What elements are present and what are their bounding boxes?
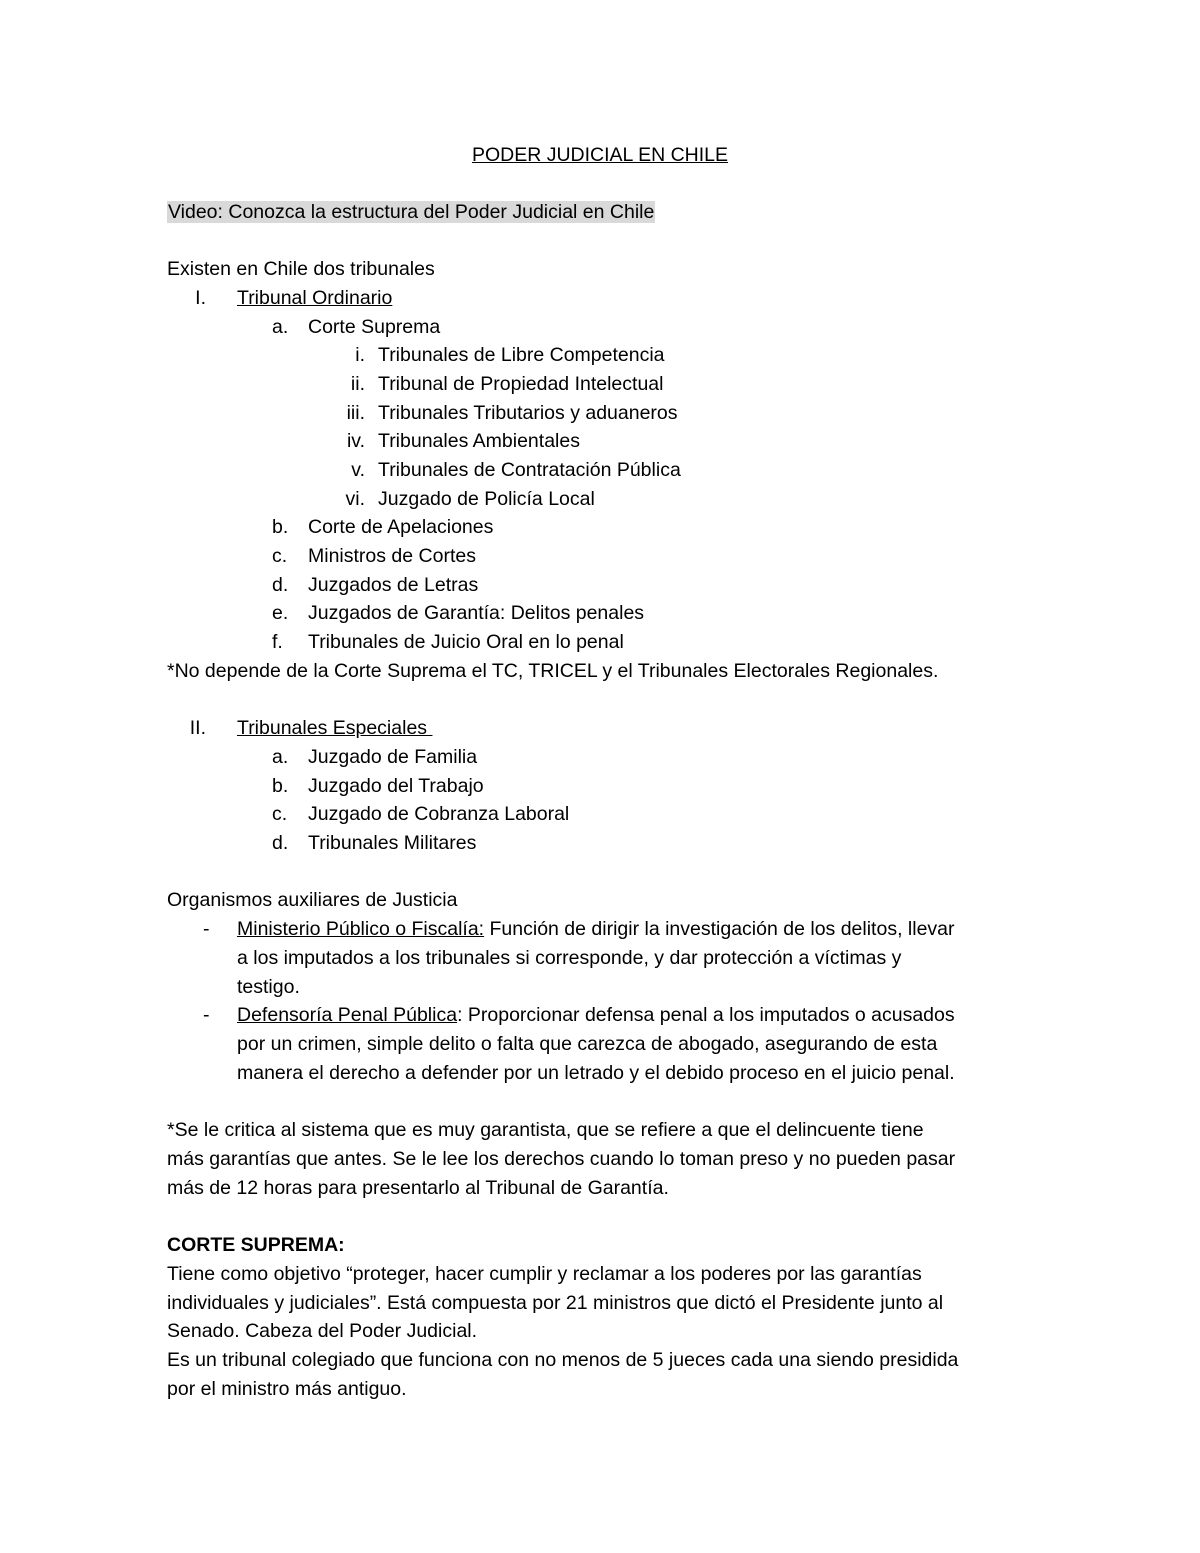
list-marker: c. <box>272 803 288 825</box>
paragraph-line: más garantías que antes. Se le lee los derechos cuando lo toman preso y no pueden pasar <box>167 1148 956 1170</box>
list-marker: iv. <box>346 430 365 452</box>
section-number: I. <box>195 287 206 309</box>
list-marker: iii. <box>346 402 365 424</box>
paragraph-line: por el ministro más antiguo. <box>167 1378 407 1400</box>
list-item: Defensoría Penal Pública: Proporcionar defensa penal a los imputados o acusados <box>237 1004 955 1026</box>
paragraph-line: más de 12 horas para presentarlo al Tribunal de Garantía. <box>167 1177 669 1199</box>
list-item: Tribunales de Libre Competencia <box>378 344 665 366</box>
list-marker: a. <box>272 746 289 768</box>
note-text: *No depende de la Corte Suprema el TC, TRICEL y el Tribunales Electorales Regionales. <box>167 660 939 682</box>
list-marker: ii. <box>350 373 365 395</box>
list-item: Corte Suprema <box>308 316 441 338</box>
section-number: II. <box>189 717 206 739</box>
list-marker: e. <box>272 602 289 624</box>
list-item: Ministros de Cortes <box>308 545 476 567</box>
list-item: Juzgados de Letras <box>308 574 479 596</box>
list-marker: a. <box>272 316 289 338</box>
list-item: Tribunales Tributarios y aduaneros <box>378 402 678 424</box>
list-item: Tribunales de Contratación Pública <box>378 459 681 481</box>
section-heading: Tribunales Especiales <box>237 717 433 739</box>
paragraph-line: Es un tribunal colegiado que funciona con no menos de 5 jueces cada una siendo presidida <box>167 1349 959 1371</box>
list-marker: i. <box>355 344 365 366</box>
section-heading: Organismos auxiliares de Justicia <box>167 889 458 911</box>
list-item-line: a los imputados a los tribunales si corresponde, y dar protección a víctimas y <box>237 947 902 969</box>
list-item: Juzgado del Trabajo <box>308 775 484 797</box>
list-item: Corte de Apelaciones <box>308 516 494 538</box>
list-item: Tribunal de Propiedad Intelectual <box>378 373 664 395</box>
document-title: PODER JUDICIAL EN CHILE <box>471 144 729 166</box>
list-marker: c. <box>272 545 288 567</box>
dash-marker: - <box>203 918 210 940</box>
list-item-line: manera el derecho a defender por un letrado y el debido proceso en el juicio penal. <box>237 1062 955 1084</box>
list-item: Tribunales Militares <box>308 832 477 854</box>
section-heading: Tribunal Ordinario <box>237 287 393 309</box>
paragraph-line: *Se le critica al sistema que es muy garantista, que se refiere a que el delincuente tiene <box>167 1119 924 1141</box>
list-item: Tribunales Ambientales <box>378 430 580 452</box>
list-item: Ministerio Público o Fiscalía: Función de dirigir la investigación de los delitos, llevar <box>237 918 955 940</box>
list-item: Juzgado de Familia <box>308 746 478 768</box>
list-marker: vi. <box>345 488 365 510</box>
list-marker: d. <box>272 574 289 596</box>
list-item: Juzgados de Garantía: Delitos penales <box>308 602 645 624</box>
paragraph-line: Tiene como objetivo “proteger, hacer cumplir y reclamar a los poderes por las garantías <box>167 1263 922 1285</box>
list-marker: b. <box>272 516 289 538</box>
list-item: Juzgado de Cobranza Laboral <box>308 803 570 825</box>
list-marker: f. <box>272 631 283 653</box>
section-heading: CORTE SUPREMA: <box>167 1234 345 1256</box>
paragraph-line: individuales y judiciales”. Está compuesta por 21 ministros que dictó el Presidente junto al <box>167 1292 944 1314</box>
paragraph-line: Senado. Cabeza del Poder Judicial. <box>167 1320 478 1342</box>
list-item-line: por un crimen, simple delito o falta que carezca de abogado, asegurando de esta <box>237 1033 938 1055</box>
list-marker: v. <box>351 459 365 481</box>
dash-marker: - <box>203 1004 210 1026</box>
intro-text: Existen en Chile dos tribunales <box>167 258 435 280</box>
list-marker: d. <box>272 832 289 854</box>
list-item-line: testigo. <box>237 976 300 998</box>
list-marker: b. <box>272 775 289 797</box>
list-item: Tribunales de Juicio Oral en lo penal <box>308 631 624 653</box>
video-link[interactable]: Video: Conozca la estructura del Poder Judicial en Chile <box>168 201 655 223</box>
list-item: Juzgado de Policía Local <box>378 488 595 510</box>
